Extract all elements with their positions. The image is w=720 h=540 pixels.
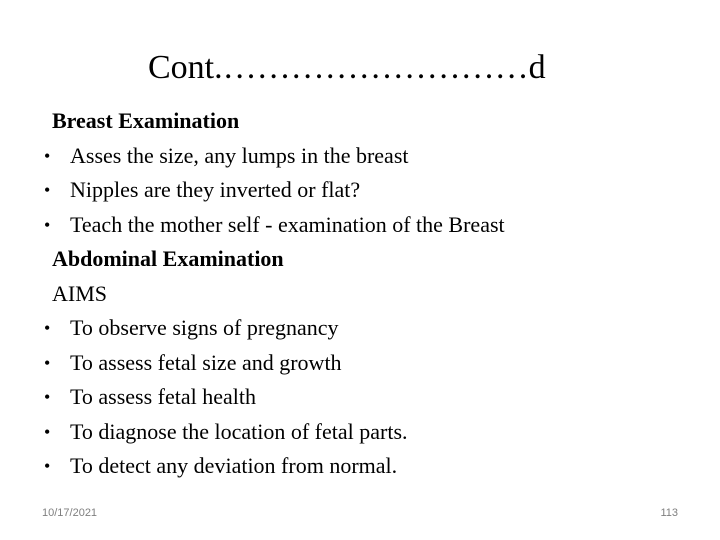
bullet-item [40,346,700,381]
bullet-item [40,208,700,243]
bullet-icon: • [44,180,51,200]
bullet-text: Nipples are they inverted or flat? [70,177,361,202]
bullet-icon: • [44,145,51,166]
bullet-icon: • [44,421,51,442]
bullet-item [40,380,700,415]
bullet-text: To diagnose the location of fetal parts. [70,418,408,444]
subheading: AIMS [52,280,108,306]
page-number: 113 [660,507,678,519]
bullet-text: To assess fetal size and growth [70,349,342,375]
bullet-item [40,415,700,450]
section-heading: Abdominal Examination [52,246,284,271]
bullet-item [40,311,700,346]
bullet-icon: • [44,352,51,373]
section-heading: Breast Examination [52,108,240,133]
bullet-text: To assess fetal health [70,384,257,409]
slide-body [40,104,700,484]
bullet-item [40,173,700,208]
bullet-icon: • [44,456,51,476]
bullet-icon: • [44,318,51,338]
bullet-icon: • [44,387,51,407]
footer-date: 10/17/2021 [42,507,98,519]
bullet-text: To detect any deviation from normal. [70,453,398,478]
bullet-item [40,139,700,174]
bullet-text: Teach the mother self - examination of the Breast [70,211,505,237]
bullet-text: To observe signs of pregnancy [70,315,339,340]
bullet-text: Asses the size, any lumps in the breast [70,142,409,168]
bullet-icon: • [44,214,51,235]
slide-title: Cont.………………………d [148,49,546,86]
bullet-item [40,449,700,484]
